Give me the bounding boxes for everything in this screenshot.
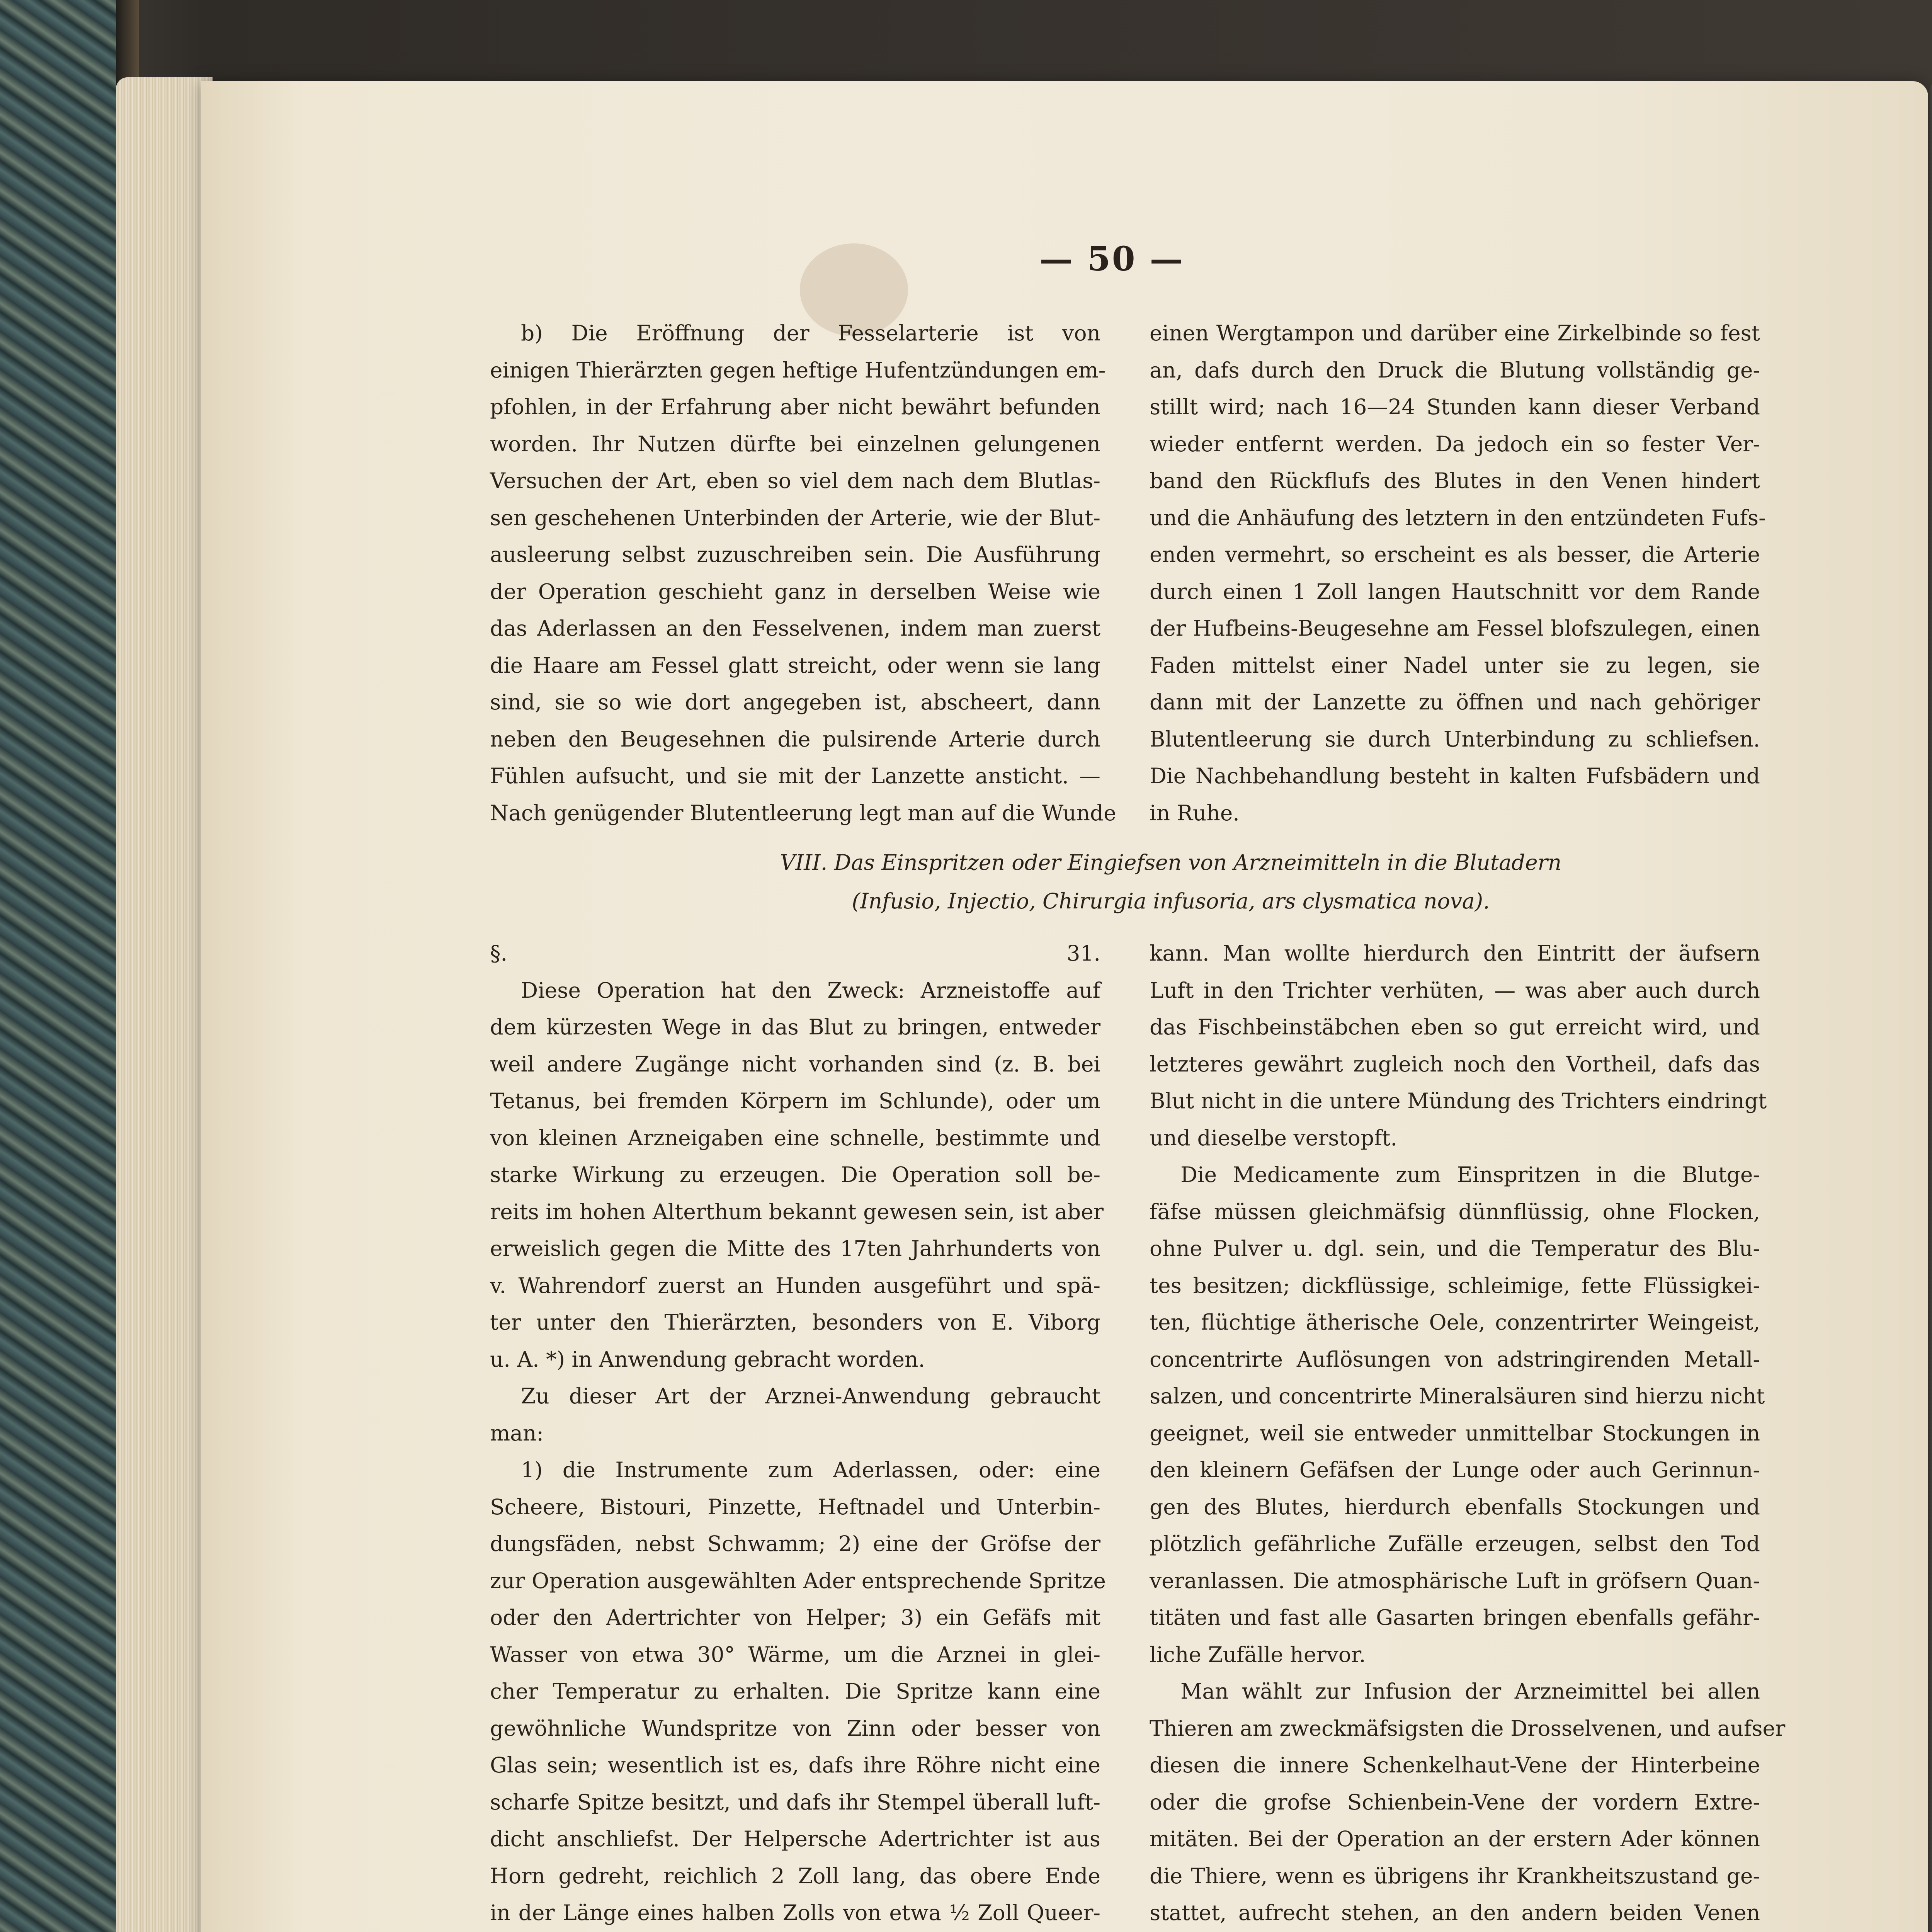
text-line: plötzlich gefährliche Zufälle erzeugen, selbst den Tod [1150,1531,1760,1556]
facing-page-edge [1928,73,1932,1932]
text-line: letzteres gewährt zugleich noch den Vortheil, dafs das [1150,1051,1760,1077]
text-line: von kleinen Arzneigaben eine schnelle, bestimmte und [490,1125,1100,1150]
text-line: Die Medicamente zum Einspritzen in die Blutge- [1180,1162,1760,1187]
right-column-top [1150,315,1766,832]
text-line: Nach genügender Blutentleerung legt man auf die Wunde [490,800,1116,825]
text-line: Man wählt zur Infusion der Arzneimittel bei allen [1180,1679,1760,1704]
marbled-cover-left [0,0,128,1932]
text-line: pfohlen, in der Erfahrung aber nicht bewährt befunden [490,395,1100,419]
text-line: scharfe Spitze besitzt, und dafs ihr Stempel überall luft- [490,1789,1100,1815]
page-stack-edges [116,77,213,1932]
text-line: und dieselbe verstopft. [1150,1125,1397,1150]
text-line: stillt wird; nach 16—24 Stunden kann dieser Verband [1150,395,1760,419]
text-line: Tetanus, bei fremden Körpern im Schlunde), oder um [490,1088,1100,1113]
text-line: die Thiere, wenn es übrigens ihr Krankheitszustand ge- [1150,1863,1760,1888]
text-line: liche Zufälle hervor. [1150,1642,1366,1667]
text-line: veranlassen. Die atmosphärische Luft in gröfsern Quan- [1150,1568,1760,1593]
text-line: neben den Beugesehnen die pulsirende Arterie durch [490,726,1100,752]
text-line: Diese Operation hat den Zweck: Arzneistoffe auf [521,978,1100,1003]
text-line: dicht anschliefst. Der Helpersche Adertrichter ist aus [490,1827,1100,1851]
text-line: das Aderlassen an den Fesselvenen, indem man zuerst [490,616,1100,641]
text-line: in Ruhe. [1150,800,1240,825]
section-subheading: (Infusio, Injectio, Chirurgia infusoria, ars clysmatica nova). [852,889,1490,913]
text-line: zur Operation ausgewählten Ader entsprechende Spritze [490,1568,1106,1593]
text-line: u. A. *) in Anwendung gebracht worden. [490,1347,925,1372]
text-line: enden vermehrt, so erscheint es als besser, die Arterie [1150,542,1760,567]
text-line: Glas sein; wesentlich ist es, dafs ihre Röhre nicht eine [490,1753,1100,1777]
text-line: Blutentleerung sie durch Unterbindung zu schliefsen. [1150,726,1760,752]
text-line: Faden mittelst einer Nadel unter sie zu legen, sie [1150,653,1760,678]
left-column-top [490,315,1116,832]
text-line: dem kürzesten Wege in das Blut zu bringen, entweder [490,1015,1100,1039]
text-line: Scheere, Bistouri, Pinzette, Heftnadel und Unterbin- [490,1494,1100,1519]
text-line: Thieren am zweckmäfsigsten die Drosselvenen, und aufser [1150,1716,1786,1741]
text-line: reits im hohen Alterthum bekannt gewesen sein, ist aber [490,1199,1104,1224]
text-line: Die Nachbehandlung besteht in kalten Fufsbädern und [1150,764,1760,788]
text-line: ter unter den Thierärzten, besonders von E. Viborg [490,1310,1100,1335]
text-line: titäten und fast alle Gasarten bringen ebenfalls gefähr- [1150,1605,1760,1630]
text-line: den kleinern Gefäfsen der Lunge oder auch Gerinnun- [1150,1458,1760,1482]
text-line: dann mit der Lanzette zu öffnen und nach gehöriger [1150,690,1760,714]
text-line: Wasser von etwa 30° Wärme, um die Arznei in glei- [490,1642,1100,1667]
text-line: Versuchen der Art, eben so viel dem nach dem Blutlas- [490,468,1100,493]
text-line: diesen die innere Schenkelhaut-Vene der Hinterbeine [1150,1753,1760,1777]
text-line: starke Wirkung zu erzeugen. Die Operation soll be- [490,1162,1100,1187]
text-line: ohne Pulver u. dgl. sein, und die Temperatur des Blu- [1150,1236,1760,1261]
text-line: der Operation geschieht ganz in derselben Weise wie [490,579,1100,604]
text-line: und die Anhäufung des letztern in den entzündeten Fufs- [1150,505,1766,530]
text-line: oder den Adertrichter von Helper; 3) ein Gefäfs mit [490,1605,1100,1630]
text-line: einigen Thierärzten gegen heftige Hufentzündungen em- [490,357,1106,383]
text-line: geeignet, weil sie entweder unmittelbar Stockungen in [1150,1420,1760,1446]
text-line: 1) die Instrumente zum Aderlassen, oder: eine [521,1458,1100,1482]
text-line: band den Rückflufs des Blutes in den Venen hindert [1150,468,1760,493]
text-line: man: [490,1420,544,1446]
text-line: gen des Blutes, hierdurch ebenfalls Stockungen und [1150,1494,1760,1519]
text-line: §. 31. [490,941,1100,966]
text-line: v. Wahrendorf zuerst an Hunden ausgeführt und spä- [490,1273,1100,1298]
text-line: Luft in den Trichter verhüten, — was aber auch durch [1150,978,1760,1003]
text-line: die Haare am Fessel glatt streicht, oder wenn sie lang [490,653,1100,678]
text-line: an, dafs durch den Druck die Blutung vollständig ge- [1150,357,1760,383]
text-line: erweislich gegen die Mitte des 17ten Jahrhunderts von [490,1236,1100,1261]
text-line: gewöhnliche Wundspritze von Zinn oder besser von [490,1716,1100,1741]
text-line: wieder entfernt werden. Da jedoch ein so fester Ver- [1150,431,1760,456]
text-line: durch einen 1 Zoll langen Hautschnitt vor dem Rande [1150,579,1760,604]
text-line: worden. Ihr Nutzen dürfte bei einzelnen gelungenen [490,431,1100,456]
text-line: oder die grofse Schienbein-Vene der vordern Extre- [1150,1789,1760,1815]
text-line: cher Temperatur zu erhalten. Die Spritze kann eine [490,1679,1100,1704]
text-line: Blut nicht in die untere Mündung des Trichters eindringt [1150,1088,1767,1113]
text-line: Horn gedreht, reichlich 2 Zoll lang, das obere Ende [490,1863,1100,1888]
text-line: kann. Man wollte hierdurch den Eintritt der äufsern [1150,941,1760,966]
text-line: concentrirte Auflösungen von adstringirenden Metall- [1150,1347,1760,1372]
right-column-bottom [1150,935,1786,1932]
text-line: Fühlen aufsucht, und sie mit der Lanzette ansticht. — [490,764,1100,788]
text-line: stattet, aufrecht stehen, an den andern beiden Venen [1150,1900,1760,1925]
text-line: salzen, und concentrirte Mineralsäuren sind hierzu nicht [1150,1384,1765,1408]
text-line: fäfse müssen gleichmäfsig dünnflüssig, ohne Flocken, [1150,1199,1760,1224]
text-line: dungsfäden, nebst Schwamm; 2) eine der Gröfse der [490,1531,1100,1556]
text-line: der Hufbeins-Beugesehne am Fessel blofszulegen, einen [1150,616,1760,641]
section-heading: VIII. Das Einspritzen oder Eingiefsen von Arzneimitteln in die Blutadern [780,850,1562,875]
text-line: einen Wergtampon und darüber eine Zirkelbinde so fest [1150,321,1760,345]
page-number: — 50 — [1039,240,1185,279]
left-column-bottom [490,935,1106,1932]
text-line: b) Die Eröffnung der Fesselarterie ist von [521,321,1100,345]
text-line: tes besitzen; dickflüssige, schleimige, fette Flüssigkei- [1150,1273,1760,1298]
text-line: das Fischbeinstäbchen eben so gut erreicht wird, und [1150,1015,1760,1039]
text-line: weil andere Zugänge nicht vorhanden sind (z. B. bei [490,1051,1100,1077]
text-line: Zu dieser Art der Arznei-Anwendung gebraucht [521,1384,1100,1408]
text-line: ten, flüchtige ätherische Oele, conzentrirter Weingeist, [1150,1310,1760,1335]
text-line: ausleerung selbst zuzuschreiben sein. Die Ausführung [490,542,1100,567]
text-line: sen geschehenen Unterbinden der Arterie, wie der Blut- [490,505,1100,530]
text-line: in der Länge eines halben Zolls von etwa ½ Zoll Queer- [490,1900,1100,1925]
text-line: sind, sie so wie dort angegeben ist, abscheert, dann [490,690,1100,714]
text-line: mitäten. Bei der Operation an der erstern Ader können [1150,1827,1760,1851]
